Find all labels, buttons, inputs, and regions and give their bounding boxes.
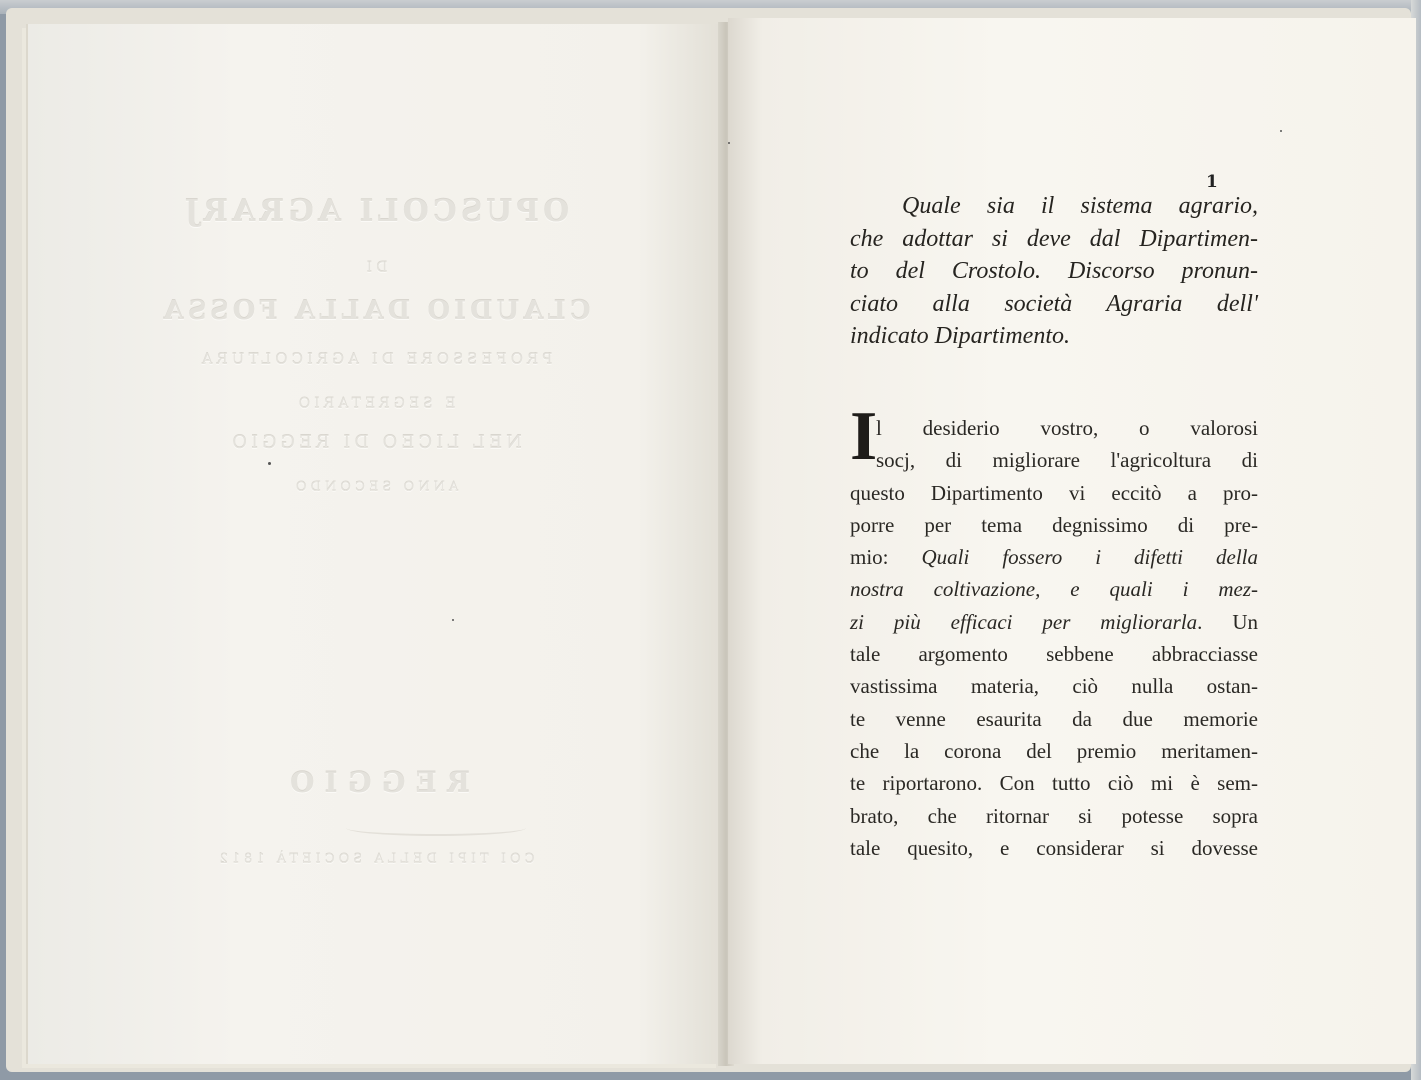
ink-speck <box>728 142 730 144</box>
italic-run: zi più efficaci per migliorarla <box>850 609 1198 634</box>
title-line: che adottar si deve dal Dipartimen- <box>850 225 1258 252</box>
ghost-di: DI <box>362 260 388 276</box>
body-line <box>850 703 1258 735</box>
bleed-through-text <box>28 24 722 1064</box>
body-line <box>850 541 1258 573</box>
chapter-title <box>850 190 1258 353</box>
text-run: l desiderio vostro, o valorosi <box>876 416 1258 440</box>
text-run: vastissima materia, ciò nulla ostan- <box>850 674 1258 699</box>
title-line: indicato Dipartimento. <box>850 323 1070 349</box>
ghost-institution: NEL LICEO DI REGGIO <box>228 432 522 453</box>
page-number: 1 <box>1206 172 1218 192</box>
text-run: brato, che ritornar si potesse sopra <box>850 803 1258 828</box>
body-line <box>850 606 1258 638</box>
text-run: mio: <box>850 545 922 570</box>
ink-speck <box>1280 130 1282 132</box>
drop-cap: I <box>850 398 878 475</box>
ghost-title: OPUSCOLI AGRARJ <box>180 194 570 229</box>
body-line <box>850 509 1258 541</box>
text-run: questo Dipartimento vi eccitò a pro- <box>850 480 1258 505</box>
text-run: che la corona del premio meritamen- <box>850 738 1258 763</box>
body-line <box>850 670 1258 702</box>
body-line <box>850 735 1258 767</box>
body-line <box>850 444 1258 476</box>
ghost-city: REGGIO <box>280 766 470 799</box>
open-book <box>6 8 1411 1072</box>
text-run: porre per tema degnissimo di pre- <box>850 512 1258 537</box>
body-line <box>850 477 1258 509</box>
ghost-role-2: E SEGRETARIO <box>294 396 456 412</box>
italic-run: nostra coltivazione, e quali i mez- <box>850 577 1258 602</box>
ghost-imprint: COI TIPI DELLA SOCIETÀ 1812 <box>215 852 535 867</box>
text-run: tale argomento sebbene abbracciasse <box>850 642 1258 667</box>
ink-speck <box>268 462 271 465</box>
right-page <box>728 18 1416 1064</box>
ghost-author: CLAUDIO DALLA FOSSA <box>159 296 591 326</box>
ghost-ornament-rule <box>346 820 526 836</box>
title-line: ciato alla società Agraria dell' <box>850 290 1258 317</box>
body-line <box>850 638 1258 670</box>
title-line: to del Crostolo. Discorso pronun- <box>850 258 1258 284</box>
title-line: Quale sia il sistema agrario, <box>902 193 1258 219</box>
body-line <box>850 412 1258 444</box>
text-run: te riportarono. Con tutto ciò mi è sem- <box>850 771 1258 796</box>
ink-speck <box>452 619 454 621</box>
ghost-role: PROFESSORE DI AGRICOLTURA <box>197 350 553 368</box>
body-line <box>850 832 1258 864</box>
body-line <box>850 800 1258 832</box>
body-paragraph <box>850 398 1259 864</box>
text-run: tale quesito, e considerar si dovesse <box>850 835 1258 860</box>
left-page <box>28 24 722 1064</box>
text-run: te venne esaurita da due memorie <box>850 706 1258 731</box>
text-run: . Un <box>1197 609 1259 634</box>
italic-run: Quali fossero i difetti della <box>921 545 1258 570</box>
ghost-year: ANNO SECONDO <box>291 480 459 495</box>
body-line <box>850 573 1258 605</box>
body-line <box>850 767 1258 799</box>
text-run: socj, di migliorare l'agricoltura di <box>876 448 1258 473</box>
